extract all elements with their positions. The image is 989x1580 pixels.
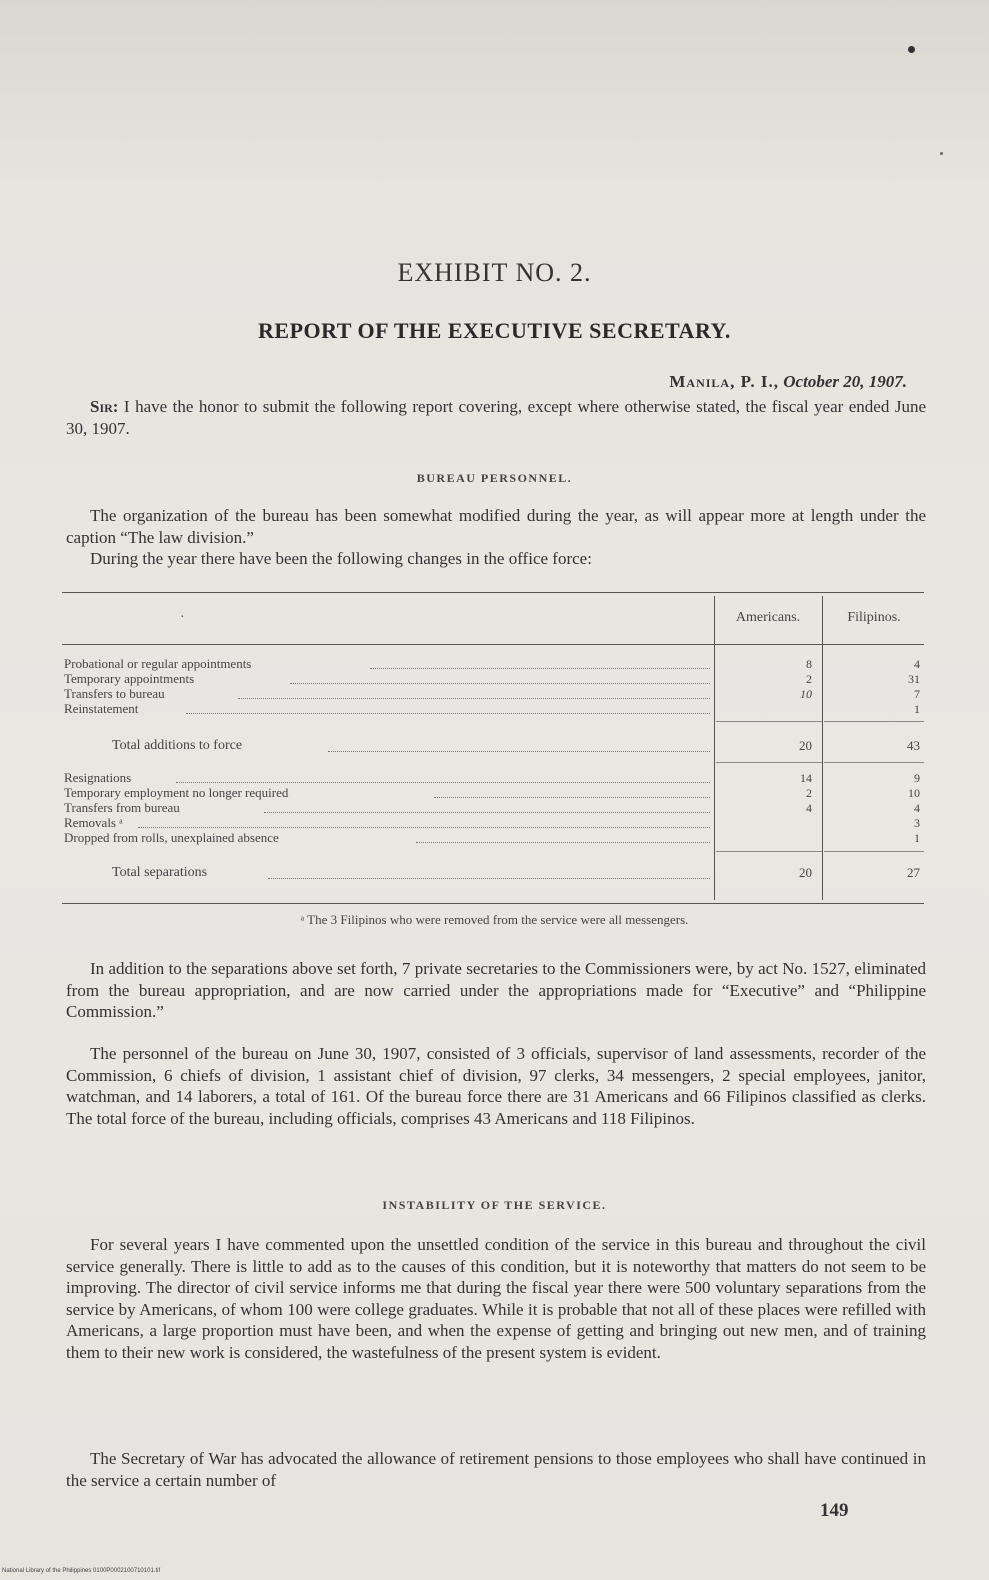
report-title: REPORT OF THE EXECUTIVE SECRETARY. <box>258 318 731 343</box>
ink-speck <box>908 46 915 53</box>
cell-americans-total: 20 <box>799 738 812 753</box>
paragraph-instability: For several years I have commented upon the unsettled condition of the service in this bureau and throughout the civil service generally. There is little to add as to the causes of this condition, but it is noteworthy that matters do not seem to be improving. The director of civil service informs me that during the fiscal year there were 500 voluntary separations from the service by Americans, of whom 100 were college graduates. While it is probable that not all of these places were refilled with Americans, a large proportion must have been, and when the expense of getting and bringing out new men, and of training them to their new work is considered, the wastefulness of the present system is evident. <box>66 1235 926 1362</box>
salutation: Sir: <box>90 397 119 416</box>
dot-leader <box>264 812 710 813</box>
row-label: Resignations <box>64 770 132 785</box>
dot-leader <box>268 878 710 879</box>
table-column-divider <box>822 596 823 900</box>
table-footnote: ᵃ The 3 Filipinos who were removed from the service were all messengers. <box>300 912 689 927</box>
cell-americans-total: 20 <box>799 865 812 880</box>
row-label: Reinstatement <box>64 701 139 716</box>
dateline-place: Manila, P. I., <box>669 372 780 391</box>
cell-filipinos: 7 <box>914 687 920 701</box>
row-label: Dropped from rolls, unexplained absence <box>64 830 279 845</box>
cell-filipinos: 1 <box>914 831 920 845</box>
row-label: Temporary employment no longer required <box>64 785 289 800</box>
ink-speck <box>940 152 943 155</box>
cell-filipinos: 9 <box>914 771 920 785</box>
table-bottom-rule <box>62 903 924 904</box>
dot-leader <box>290 683 710 684</box>
paragraph-changes-intro: During the year there have been the following changes in the office force: <box>90 549 592 568</box>
paragraph-organization: The organization of the bureau has been somewhat modified during the year, as will appear more at length under the caption “The law division.” <box>66 506 926 547</box>
cell-americans: 8 <box>806 657 812 671</box>
dot-leader <box>176 782 710 783</box>
column-header-filipinos: Filipinos. <box>847 610 901 625</box>
cell-filipinos: 1 <box>914 702 920 716</box>
table-header-rule <box>62 644 924 645</box>
cell-americans: 4 <box>806 801 812 815</box>
paragraph-additional-separations: In addition to the separations above set forth, 7 private secretaries to the Commissioners were, by act No. 1527, eliminated from the bureau appropriation, and are now carried under the appropriations made for “Executive” and “Philippine Commission.” <box>66 959 926 1021</box>
subtotal-rule <box>824 851 924 852</box>
subtotal-rule <box>716 851 822 852</box>
table-column-divider <box>714 596 715 900</box>
cell-filipinos: 3 <box>914 816 920 830</box>
section-heading-instability: INSTABILITY OF THE SERVICE. <box>382 1198 607 1212</box>
cell-filipinos-total: 27 <box>907 865 920 880</box>
row-label: Transfers from bureau <box>64 800 180 815</box>
intro-paragraph <box>66 396 926 439</box>
intro-text: I have the honor to submit the following report covering, except where otherwise stated, the fiscal year ended June 30, 1907. <box>66 397 926 438</box>
subtotal-rule <box>824 721 924 722</box>
cell-filipinos: 4 <box>914 657 920 671</box>
row-label: Probational or regular appointments <box>64 656 252 671</box>
cell-filipinos-total: 43 <box>907 738 920 753</box>
subtotal-rule <box>824 762 924 763</box>
column-header-americans: Americans. <box>735 610 801 625</box>
exhibit-heading: EXHIBIT NO. 2. <box>397 258 592 287</box>
cell-americans: 2 <box>806 672 812 686</box>
cell-filipinos: 4 <box>914 801 920 815</box>
page-number: 149 <box>820 1500 849 1521</box>
row-label-total: Total additions to force <box>112 738 243 753</box>
dot-leader <box>328 751 710 752</box>
paragraph-personnel: The personnel of the bureau on June 30, 1907, consisted of 3 officials, supervisor of land assessments, recorder of the Commission, 6 chiefs of division, 1 assistant chief of division, 97 clerks, 34 messengers, 2 special employees, janitor, watchman, and 14 laborers, a total of 161. Of the bureau force there are 31 Americans and 66 Filipinos classified as clerks. The total force of the bureau, including officials, comprises 43 Americans and 118 Filipinos. <box>66 1044 926 1128</box>
row-label: Temporary appointments <box>64 671 195 686</box>
scan-credit: National Library of the Philippines 0100P0002100710101.tif <box>2 1568 161 1574</box>
section-heading-bureau-personnel: BUREAU PERSONNEL. <box>416 471 573 485</box>
row-label: Removals ᵃ <box>64 815 123 830</box>
row-label: Transfers to bureau <box>64 686 165 701</box>
cell-americans: 10 <box>800 687 812 701</box>
cell-americans: 14 <box>800 771 812 785</box>
dateline <box>669 372 907 392</box>
paragraph-retirement: The Secretary of War has advocated the allowance of retirement pensions to those employees who shall have continued in the service a certain number of <box>66 1449 926 1490</box>
cell-filipinos: 10 <box>908 786 920 800</box>
cell-americans: 2 <box>806 786 812 800</box>
dot-leader <box>416 842 710 843</box>
row-label-total: Total separations <box>112 865 208 880</box>
subtotal-rule <box>716 721 822 722</box>
cell-filipinos: 31 <box>908 672 920 686</box>
dot-leader <box>138 827 710 828</box>
dot-leader <box>186 713 710 714</box>
dateline-date: October 20, 1907. <box>783 372 907 391</box>
dot-leader <box>238 698 710 699</box>
table-top-rule <box>62 592 924 593</box>
table-header-mark: · <box>180 610 185 625</box>
dot-leader <box>434 797 710 798</box>
dot-leader <box>370 668 710 669</box>
subtotal-rule <box>716 762 822 763</box>
